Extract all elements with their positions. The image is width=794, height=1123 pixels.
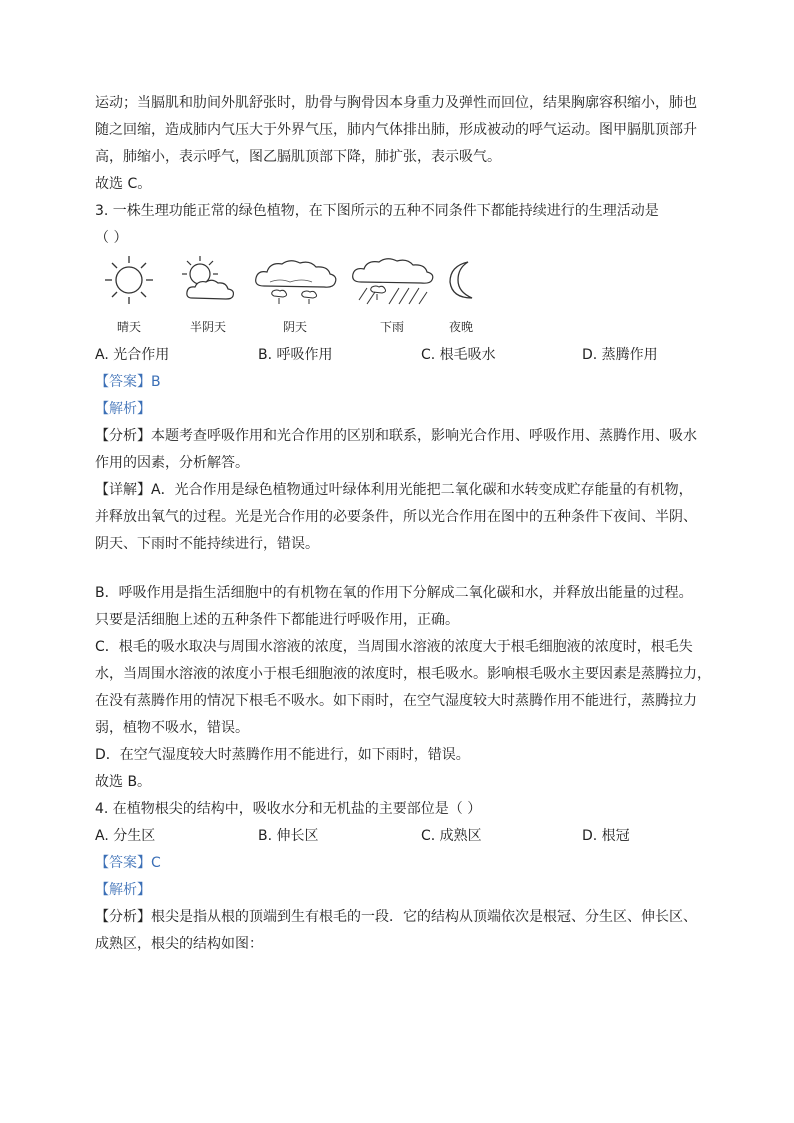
intro-line: 运动；当膈肌和肋间外肌舒张时，肋骨与胸骨因本身重力及弹性而回位，结果胸廓容积缩小，肺也 — [95, 95, 697, 111]
option-c: C. 根毛吸水 — [421, 347, 496, 363]
detail-line: 只要是活细胞上述的五种条件下都能进行呼吸作用，正确。 — [95, 612, 459, 628]
question-3-bracket: （ ） — [95, 230, 128, 246]
detail-line: C．根毛的吸水取决与周围水溶液的浓度，当周围水溶液的浓度大于根毛细胞液的浓度时，根毛失 — [95, 639, 693, 655]
detail-line: 弱，植物不吸水，错误。 — [95, 720, 249, 736]
weather-item-sunny — [95, 254, 163, 336]
detail-line: 并释放出氧气的过程。光是光合作用的必要条件，所以光合作用在图中的五种条件下夜间、半阴、 — [95, 509, 697, 525]
analysis-line: 成熟区，根尖的结构如图： — [95, 936, 263, 952]
analysis-line: 【分析】根尖是指从根的顶端到生有根毛的一段．它的结构从顶端依次是根冠、分生区、伸长区、 — [95, 909, 697, 925]
document-page — [95, 90, 711, 958]
answer: 【答案】B — [95, 374, 161, 390]
option-a: A. 光合作用 — [95, 347, 170, 363]
analysis-heading: 【解析】 — [95, 401, 151, 417]
spacer — [95, 558, 705, 580]
weather-label: 阴天 — [282, 320, 307, 334]
detail-line: 在没有蒸腾作用的情况下根毛不吸水。如下雨时，在空气湿度较大时蒸腾作用不能进行，蒸腾拉力 — [95, 693, 697, 709]
detail-line: 【详解】A．光合作用是绿色植物通过叶绿体利用光能把二氧化碳和水转变成贮存能量的有机物， — [95, 482, 693, 498]
conclusion: 故选 C。 — [95, 176, 152, 192]
intro-line: 随之回缩，造成肺内气压大于外界气压，肺内气体排出肺，形成被动的呼气运动。图甲膈肌顶部升 — [95, 122, 697, 138]
weather-item-partly-cloudy — [171, 254, 245, 336]
analysis-line: 【分析】本题考查呼吸作用和光合作用的区别和联系，影响光合作用、呼吸作用、蒸腾作用、吸水 — [95, 428, 697, 444]
detail-line: 水，当周围水溶液的浓度小于根毛细胞液的浓度时，根毛吸水。影响根毛吸水主要因素是蒸腾拉力， — [95, 666, 711, 682]
analysis-heading: 【解析】 — [95, 882, 151, 898]
detail-line: D．在空气湿度较大时蒸腾作用不能进行，如下雨时，错误。 — [95, 747, 470, 763]
option-b: B. 伸长区 — [258, 828, 319, 844]
option-a: A. 分生区 — [95, 828, 156, 844]
weather-figure — [95, 254, 705, 342]
option-b: B. 呼吸作用 — [258, 347, 333, 363]
partly-cloudy-icon — [174, 254, 242, 306]
conclusion: 故选 B。 — [95, 774, 152, 790]
question-3-options — [95, 342, 705, 369]
question-4-stem: 4. 在植物根尖的结构中，吸收水分和无机盐的主要部位是（ ） — [95, 801, 482, 817]
detail-line: 阴天、下雨时不能持续进行，错误。 — [95, 536, 319, 552]
question-3-stem: 3. 一株生理功能正常的绿色植物，在下图所示的五种不同条件下都能持续进行的生理活动是 — [95, 203, 659, 219]
option-d: D. 蒸腾作用 — [582, 347, 658, 363]
answer: 【答案】C — [95, 855, 161, 871]
sun-icon — [99, 254, 159, 306]
rain-icon — [347, 254, 437, 306]
weather-item-night — [433, 254, 489, 336]
weather-label: 半阴天 — [189, 320, 226, 334]
moon-icon — [438, 254, 484, 306]
option-c: C. 成熟区 — [421, 828, 482, 844]
overcast-icon — [250, 254, 340, 306]
weather-label: 晴天 — [116, 320, 141, 334]
option-d: D. 根冠 — [582, 828, 630, 844]
intro-line: 高，肺缩小，表示呼气，图乙膈肌顶部下降，肺扩张，表示吸气。 — [95, 149, 501, 165]
weather-item-rain — [347, 254, 437, 336]
weather-label: 下雨 — [379, 320, 404, 334]
weather-item-overcast — [250, 254, 340, 336]
question-4-options — [95, 823, 705, 850]
weather-label: 夜晚 — [448, 320, 473, 334]
analysis-line: 作用的因素，分析解答。 — [95, 455, 249, 471]
detail-line: B．呼吸作用是指生活细胞中的有机物在氧的作用下分解成二氧化碳和水，并释放出能量的过程。 — [95, 585, 693, 601]
